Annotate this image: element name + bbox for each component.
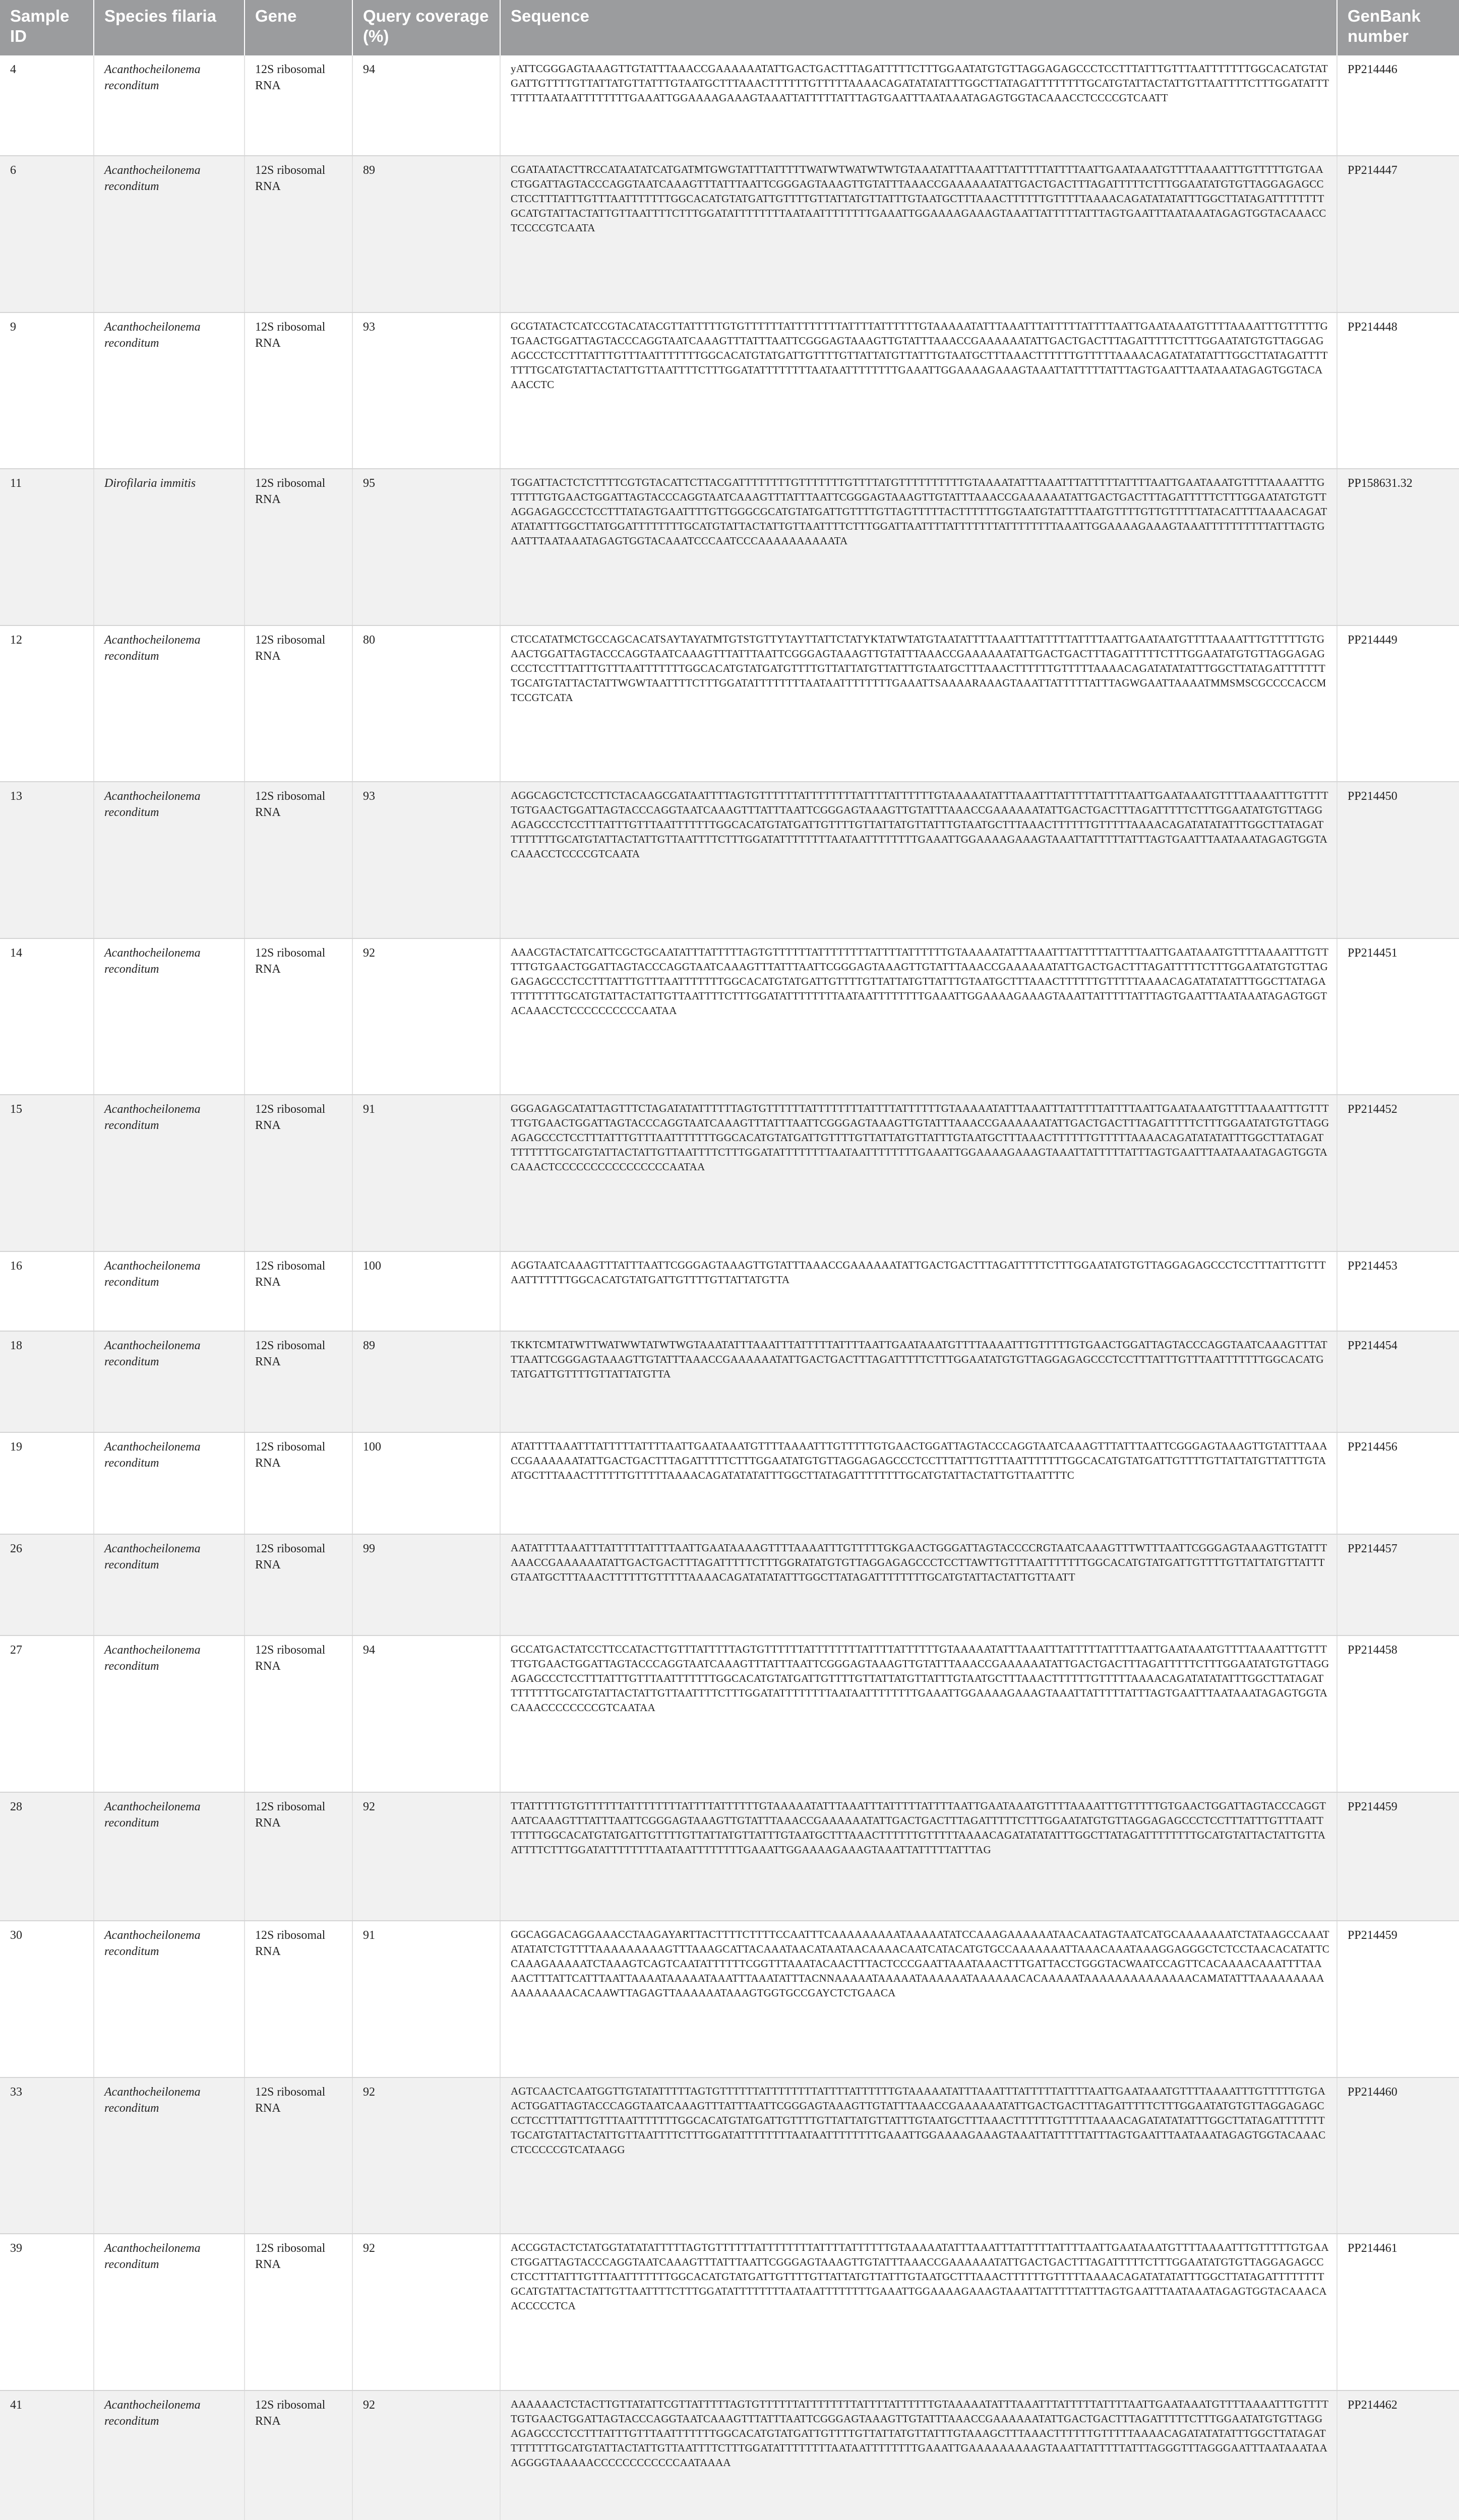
genbank-cell: PP214453 xyxy=(1337,1251,1459,1331)
sample-id-cell: 4 xyxy=(0,55,94,156)
coverage-cell: 92 xyxy=(352,1792,500,1921)
coverage-cell: 89 xyxy=(352,156,500,312)
table-row xyxy=(0,469,1459,625)
gene-cell: 12S ribosomal RNA xyxy=(245,1331,352,1432)
table-row xyxy=(0,938,1459,1095)
sample-id-cell: 18 xyxy=(0,1331,94,1432)
coverage-cell: 99 xyxy=(352,1534,500,1635)
gene-cell: 12S ribosomal RNA xyxy=(245,1432,352,1534)
sample-id-cell: 27 xyxy=(0,1635,94,1792)
table-row xyxy=(0,1432,1459,1534)
coverage-cell: 93 xyxy=(352,782,500,938)
species-cell: Acanthocheilonema reconditum xyxy=(94,2390,245,2520)
species-cell: Acanthocheilonema reconditum xyxy=(94,2077,245,2234)
species-cell: Acanthocheilonema reconditum xyxy=(94,2234,245,2390)
sequence-cell: AGTCAACTCAATGGTTGTATATTTTTAGTGTTTTTTATTTTTTTTATTTTATTTTTTGTAAAAATATTTAAATTTATTTTTATTTTAATTGAATAAATGTTTTAAAATTTGTTTTTGTGAACTGGATTAGTACCCAGGTAATCAAAGTTTATTTAATTCGGGAGTAAAGTTGTATTTAAACCGAAAAAATATTGACTGACTTTAGATTTTTCTTTGGAATATGTGTTAGGAGAGCCCTCCTTTATTTGTTTAATTTTTTTGGCACATGTATGATTGTTTTGTTATTATGTTATTTGTAATGCTTTAAACTTTTTTGTTTTTAAAACAGATATATATTTGGCTTATAGATTTTTTTTGCATGTATTACTATTGTTAATTTTCTTTGGATATTTTTTTTAATAATTTTTTTTGAAATTGGAAAAGAAAGTAAATTATTTTTATTTAGTGAATTTAATAAATAGAGTGGTACAAACCTCCCCCGTCATAAGG xyxy=(500,2077,1337,2234)
coverage-cell: 100 xyxy=(352,1432,500,1534)
species-cell: Acanthocheilonema reconditum xyxy=(94,938,245,1095)
table-row xyxy=(0,782,1459,938)
gene-cell: 12S ribosomal RNA xyxy=(245,312,352,469)
gene-cell: 12S ribosomal RNA xyxy=(245,2234,352,2390)
gene-cell: 12S ribosomal RNA xyxy=(245,1534,352,1635)
sample-id-cell: 6 xyxy=(0,156,94,312)
coverage-cell: 93 xyxy=(352,312,500,469)
table-row xyxy=(0,312,1459,469)
table-row xyxy=(0,625,1459,782)
coverage-cell: 91 xyxy=(352,1095,500,1251)
sample-id-cell: 41 xyxy=(0,2390,94,2520)
sequence-cell: AATATTTTAAATTTATTTTTATTTTAATTGAATAAAAGTTTTAAAATTTGTTTTTGKGAACTGGGATTAGTACCCCRGTAATCAAAGTTTWTTTAATTCGGGAGTAAAGTTGTATTTAAACCGAAAAAATATTGACTGACTTTAGATTTTTCTTTGGRATATGTGTTAGGAGAGCCCTCCTTAWTTGTTTAATTTTTTTGGCACATGTATGATTGTTTTGTTATTATGTTATTTGTAATGCTTTAAACTTTTTTGTTTTTAAAACAGATATATATTTGGCTTATAGATTTTTTTTGCATGTATTACTATTGTTAATT xyxy=(500,1534,1337,1635)
header-sample-id: Sample ID xyxy=(0,0,94,55)
species-cell: Acanthocheilonema reconditum xyxy=(94,1635,245,1792)
sequence-cell: AGGTAATCAAAGTTTATTTAATTCGGGAGTAAAGTTGTATTTAAACCGAAAAAATATTGACTGACTTTAGATTTTTCTTTGGAATATGTGTTAGGAGAGCCCTCCTTTATTTGTTTAATTTTTTTGGCACATGTATGATTGTTTTGTTATTATGTTA xyxy=(500,1251,1337,1331)
genbank-cell: PP214447 xyxy=(1337,156,1459,312)
sample-id-cell: 16 xyxy=(0,1251,94,1331)
species-cell: Acanthocheilonema reconditum xyxy=(94,1095,245,1251)
header-sequence: Sequence xyxy=(500,0,1337,55)
coverage-cell: 95 xyxy=(352,469,500,625)
gene-cell: 12S ribosomal RNA xyxy=(245,1921,352,2077)
gene-cell: 12S ribosomal RNA xyxy=(245,2390,352,2520)
table-row xyxy=(0,1331,1459,1432)
sample-id-cell: 28 xyxy=(0,1792,94,1921)
coverage-cell: 91 xyxy=(352,1921,500,2077)
coverage-cell: 80 xyxy=(352,625,500,782)
sequence-cell: CTCCATATMCTGCCAGCACATSAYTAYATMTGTSTGTTYTAYTTATTCTATYKTATWTATGTAATATTTTAAATTTATTTTTATTTTAATTGAATAATGTTTTAAAATTTGTTTTTGTGAACTGGATTAGTACCCAGGTAATCAAAGTTTATTTAATTCGGGAGTAAAGTTGTATTTAAACCGAAAAAATATTGACTGACTTTAGATTTTTCTTTGGAATATGTGTTAGGAGAGCCCTCCTTTATTTGTTTAATTTTTTTGGCACATGTATGATGTTTTGTTATTATGTTATTTGTAATGCTTTAAACTTTTTTGTTTTTAAAACAGATATATATTTGGCTTATAGATTTTTTTTGCATGTATTACTATTWGWTAATTTTCTTTGGATATTTTTTTTAATAATTTTTTTTGAAATTSAAAARAAAGTAAATTATTTTTATTTAGWGAATTAAAATMMSMSCGCCCCACCMTCCGTCATA xyxy=(500,625,1337,782)
species-cell: Dirofilaria immitis xyxy=(94,469,245,625)
gene-cell: 12S ribosomal RNA xyxy=(245,782,352,938)
sequence-cell: GGGAGAGCATATTAGTTTCTAGATATATTTTTTAGTGTTTTTTATTTTTTTTATTTTATTTTTTGTAAAAATATTTAAATTTATTTTTATTTTAATTGAATAAATGTTTTAAAATTTGTTTTTGTGAACTGGATTAGTACCCAGGTAATCAAAGTTTATTTAATTCGGGAGTAAAGTTGTATTTAAACCGAAAAAATATTGACTGACTTTAGATTTTTCTTTGGAATATGTGTTAGGAGAGCCCTCCTTTATTTGTTTAATTTTTTTGGCACATGTATGATTGTTTTGTTATTATGTTATTTGTAATGCTTTAAACTTTTTTGTTTTTAAAACAGATATATATTTGGCTTATAGATTTTTTTTGCATGTATTACTATTGTTAATTTTCTTTGGATATTTTTTTTAATAATTTTTTTTGAAATTGGAAAAGAAAGTAAATTATTTTTATTTAGTGAATTTAATAAATAGAGTGGTACAAACTCCCCCCCCCCCCCCCCAATAA xyxy=(500,1095,1337,1251)
genbank-cell: PP214450 xyxy=(1337,782,1459,938)
table-row xyxy=(0,2234,1459,2390)
genbank-cell: PP214451 xyxy=(1337,938,1459,1095)
coverage-cell: 100 xyxy=(352,1251,500,1331)
coverage-cell: 94 xyxy=(352,55,500,156)
genbank-cell: PP214459 xyxy=(1337,1921,1459,2077)
sequence-cell: ACCGGTACTCTATGGTATATATTTTTAGTGTTTTTTATTTTTTTTATTTTATTTTTTGTAAAAATATTTAAATTTATTTTTATTTTAATTGAATAAATGTTTTAAAATTTGTTTTTGTGAACTGGATTAGTACCCAGGTAATCAAAGTTTATTTAATTCGGGAGTAAAGTTGTATTTAAACCGAAAAAATATTGACTGACTTTAGATTTTTCTTTGGAATATGTGTTAGGAGAGCCCTCCTTTATTTGTTTAATTTTTTTGGCACATGTATGATTGTTTTGTTATTATGTTATTTGTAATGCTTTAAACTTTTTTGTTTTTAAAACAGATATATATTTGGCTTATAGATTTTTTTTGCATGTATTACTATTGTTAATTTTCTTTGGATATTTTTTTTAATAATTTTTTTTGAAATTGGAAAAGAAAGTAAATTATTTTTATTTAGTGAATTTAATAAATAGAGTGGTACAAACAACCCCCTCA xyxy=(500,2234,1337,2390)
sequence-cell: AAAAAACTCTACTTGTTATATTCGTTATTTTTAGTGTTTTTTATTTTTTTTATTTTATTTTTTGTAAAAATATTTAAATTTATTTTTATTTTAATTGAATAAATGTTTTAAAATTTGTTTTTGTGAACTGGATTAGTACCCAGGTAATCAAAGTTTATTTAATTCGGGAGTAAAGTTGTATTTAAACCGAAAAAATATTGACTGACTTTAGATTTTTCTTTGGAATATGTGTTAGGAGAGCCCTCCTTTATTTGTTTAATTTTTTTGGCACATGTATGATTGTTTTGTTATTATGTTATTTGTAAAGCTTTAAACTTTTTTGTTTTTAAAACAGATATATATTTGGCTTATAGATTTTTTTTGCATGTATTACTATTGTTAATTTTCTTTGGATATTTTTTTTAATAATTTTTTTTGAAATTGAAAAAAAAAGTAAATTATTTTTATTTAGGGTTTAGGGAATTTAATAAATAAAGGGGTAAAAACCCCCCCCCCCCAATAAAA xyxy=(500,2390,1337,2520)
table-row xyxy=(0,1095,1459,1251)
sample-id-cell: 12 xyxy=(0,625,94,782)
species-cell: Acanthocheilonema reconditum xyxy=(94,1921,245,2077)
table-row xyxy=(0,1921,1459,2077)
table-row xyxy=(0,2390,1459,2520)
sample-id-cell: 39 xyxy=(0,2234,94,2390)
sequence-cell: TTATTTTTGTGTTTTTTATTTTTTTTATTTTATTTTTTGTAAAAATATTTAAATTTATTTTTATTTTAATTGAATAAATGTTTTAAAATTTGTTTTTGTGAACTGGATTAGTACCCAGGTAATCAAAGTTTATTTAATTCGGGAGTAAAGTTGTATTTAAACCGAAAAAATATTGACTGACTTTAGATTTTTCTTTGGAATATGTGTTAGGAGAGCCCTCCTTTATTTGTTTAATTTTTTTGGCACATGTATGATTGTTTTGTTATTATGTTATTTGTAATGCTTTAAACTTTTTTGTTTTTAAAACAGATATATATTTGGCTTATAGATTTTTTTTGCATGTATTACTATTGTTAATTTTCTTTGGATATTTTTTTTAATAATTTTTTTTGAAATTGGAAAAGAAAGTAAATTATTTTTATTTAG xyxy=(500,1792,1337,1921)
genbank-cell: PP214462 xyxy=(1337,2390,1459,2520)
table-row xyxy=(0,1792,1459,1921)
species-cell: Acanthocheilonema reconditum xyxy=(94,1432,245,1534)
header-row xyxy=(0,0,1459,55)
genbank-cell: PP214459 xyxy=(1337,1792,1459,1921)
coverage-cell: 92 xyxy=(352,2234,500,2390)
sample-id-cell: 26 xyxy=(0,1534,94,1635)
species-cell: Acanthocheilonema reconditum xyxy=(94,156,245,312)
sequence-cell: CGATAATACTTRCCATAATATCATGATMTGWGTATTTATTTTTWATWTWATWTWTGTAAATATTTAAATTTATTTTTATTTTAATTGAATAAATGTTTTAAAATTTGTTTTTGTGAACTGGATTAGTACCCAGGTAATCAAAGTTTATTTAATTCGGGAGTAAAGTTGTATTTAAACCGAAAAAATATTGACTGACTTTAGATTTTTCTTTGGAATATGTGTTAGGAGAGCCCTCCTTTATTTGTTTAATTTTTTTGGCACATGTATGATTGTTTTGTTATTATGTTATTTGTAATGCTTTAAACTTTTTTGTTTTTAAAACAGATATATATTTGGCTTATAGATTTTTTTTGCATGTATTACTATTGTTAATTTTCTTTGGATATTTTTTTTAATAATTTTTTTTGAAATTGGAAAAGAAAGTAAATTATTTTTATTTAGTGAATTTAATAAATAGAGTGGTACAAACCTCCCCGTCAATA xyxy=(500,156,1337,312)
species-cell: Acanthocheilonema reconditum xyxy=(94,1251,245,1331)
sequence-cell: GCCATGACTATCCTTCCATACTTGTTTATTTTTAGTGTTTTTTATTTTTTTTATTTTATTTTTTGTAAAAATATTTAAATTTATTTTTATTTTAATTGAATAAATGTTTTAAAATTTGTTTTTGTGAACTGGATTAGTACCCAGGTAATCAAAGTTTATTTAATTCGGGAGTAAAGTTGTATTTAAACCGAAAAAATATTGACTGACTTTAGATTTTTCTTTGGAATATGTGTTAGGAGAGCCCTCCTTTATTTGTTTAATTTTTTTGGCACATGTATGATTGTTTTGTTATTATGTTATTTGTAATGCTTTAAACTTTTTTGTTTTTAAAACAGATATATATTTGGCTTATAGATTTTTTTTGCATGTATTACTATTGTTAATTTTCTTTGGATATTTTTTTTAATAATTTTTTTTGAAATTGGAAAAGAAAGTAAATTATTTTTATTTAGTGAATTTAATAAATAGAGTGGTACAAACCCCCCCCGTCAATAA xyxy=(500,1635,1337,1792)
gene-cell: 12S ribosomal RNA xyxy=(245,1792,352,1921)
sample-id-cell: 30 xyxy=(0,1921,94,2077)
gene-cell: 12S ribosomal RNA xyxy=(245,938,352,1095)
header-coverage: Query coverage (%) xyxy=(352,0,500,55)
table-row xyxy=(0,2077,1459,2234)
sequence-cell: AGGCAGCTCTCCTTCTACAAGCGATAATTTTAGTGTTTTTTATTTTTTTTATTTTATTTTTTGTAAAAATATTTAAATTTATTTTTATTTTAATTGAATAAATGTTTTAAAATTTGTTTTTGTGAACTGGATTAGTACCCAGGTAATCAAAGTTTATTTAATTCGGGAGTAAAGTTGTATTTAAACCGAAAAAATATTGACTGACTTTAGATTTTTCTTTGGAATATGTGTTAGGAGAGCCCTCCTTTATTTGTTTAATTTTTTTGGCACATGTATGATTGTTTTGTTATTATGTTATTTGTAATGCTTTAAACTTTTTTGTTTTTAAAACAGATATATATTTGGCTTATAGATTTTTTTTGCATGTATTACTATTGTTAATTTTCTTTGGATATTTTTTTTAATAATTTTTTTTGAAATTGGAAAAGAAAGTAAATTATTTTTATTTAGTGAATTTAATAAATAGAGTGGTACAAACCTCCCCGTCAATA xyxy=(500,782,1337,938)
sample-id-cell: 11 xyxy=(0,469,94,625)
sequence-cell: yATTCGGGAGTAAAGTTGTATTTAAACCGAAAAAATATTGACTGACTTTAGATTTTTCTTTGGAATATGTGTTAGGAGAGCCCTCCTTTATTTGTTTAATTTTTTTGGCACATGTATGATTGTTTTGTTATTATGTTATTTGTAATGCTTTAAACTTTTTTGTTTTTAAAACAGATATATATTTGGCTTATAGATTTTTTTTGCATGTATTACTATTGTTAATTTTCTTTGGATATTTTTTTTAATAATTTTTTTTGAAATTGGAAAAGAAAGTAAATTATTTTTATTTAGTGAATTTAATAAATAGAGTGGTACAAACCTCCCCGTCAATT xyxy=(500,55,1337,156)
genbank-cell: PP214449 xyxy=(1337,625,1459,782)
table-row xyxy=(0,1251,1459,1331)
species-cell: Acanthocheilonema reconditum xyxy=(94,1792,245,1921)
genbank-cell: PP214446 xyxy=(1337,55,1459,156)
genbank-cell: PP214452 xyxy=(1337,1095,1459,1251)
species-cell: Acanthocheilonema reconditum xyxy=(94,625,245,782)
species-cell: Acanthocheilonema reconditum xyxy=(94,782,245,938)
sample-id-cell: 19 xyxy=(0,1432,94,1534)
coverage-cell: 92 xyxy=(352,938,500,1095)
sequence-cell: TGGATTACTCTCTTTTCGTGTACATTCTTACGATTTTTTTTGTTTTTTTGTTTTATGTTTTTTTTTTGTAAAATATTTAAATTTATTTTTATTTTAATTGAATAAATGTTTTAAAATTTGTTTTTGTGAACTGGATTAGTACCCAGGTAATCAAAGTTTATTTAATTCGGGAGTAAAGTTGTATTTAAACCGAAAAAATATTGACTGACTTTAGATTTTTCTTTGGAATATGTGTTAGGAGAGCCCTCCTTTATAGTGAATTTTGTTGGGCGCATGTATGATTGTTTTGTTAGTTTTTACTTTTTTGGTAATGTATTTTAATGTTTTGTTGTTTTTATACATTTTAAAACAGATATATATTTGGCTTATGGATTTTTTTTGCATGTATTACTATTGTTAATTTTCTTTGGATTAATTTTATTTTTTTATTTTTTTTAAATTGGAAAAGAAAGTAAATTTTTTTTTTATTTAGTGAATTTAATAAATAGAGTGGTACAAATCCCAATCCCAAAAAAAAAATA xyxy=(500,469,1337,625)
gene-cell: 12S ribosomal RNA xyxy=(245,2077,352,2234)
genbank-cell: PP214458 xyxy=(1337,1635,1459,1792)
species-cell: Acanthocheilonema reconditum xyxy=(94,312,245,469)
gene-cell: 12S ribosomal RNA xyxy=(245,156,352,312)
sample-id-cell: 13 xyxy=(0,782,94,938)
gene-cell: 12S ribosomal RNA xyxy=(245,1251,352,1331)
sample-id-cell: 15 xyxy=(0,1095,94,1251)
species-cell: Acanthocheilonema reconditum xyxy=(94,1534,245,1635)
gene-cell: 12S ribosomal RNA xyxy=(245,1095,352,1251)
genbank-cell: PP214454 xyxy=(1337,1331,1459,1432)
table-row xyxy=(0,156,1459,312)
gene-cell: 12S ribosomal RNA xyxy=(245,1635,352,1792)
sequence-cell: GCGTATACTCATCCGTACATACGTTATTTTTGTGTTTTTTATTTTTTTTATTTTATTTTTTGTAAAAATATTTAAATTTATTTTTATTTTAATTGAATAAATGTTTTAAAATTTGTTTTTGTGAACTGGATTAGTACCCAGGTAATCAAAGTTTATTTAATTCGGGAGTAAAGTTGTATTTAAACCGAAAAAATATTGACTGACTTTAGATTTTTCTTTGGAATATGTGTTAGGAGAGCCCTCCTTTATTTGTTTAATTTTTTTGGCACATGTATGATTGTTTTGTTATTATGTTATTTGTAATGCTTTAAACTTTTTTGTTTTTAAAACAGATATATATTTGGCTTATAGATTTTTTTTGCATGTATTACTATTGTTAATTTTCTTTGGATATTTTTTTTAATAATTTTTTTTGAAATTGGAAAAGAAAGTAAATTATTTTTATTTAGTGAATTTAATAAATAGAGTGGTACAAACCTC xyxy=(500,312,1337,469)
coverage-cell: 92 xyxy=(352,2390,500,2520)
gene-cell: 12S ribosomal RNA xyxy=(245,55,352,156)
genbank-cell: PP214457 xyxy=(1337,1534,1459,1635)
sequence-cell: ATATTTTAAATTTATTTTTATTTTAATTGAATAAATGTTTTAAAATTTGTTTTTGTGAACTGGATTAGTACCCAGGTAATCAAAGTTTATTTAATTCGGGAGTAAAGTTGTATTTAAACCGAAAAAATATTGACTGACTTTAGATTTTTCTTTGGAATATGTGTTAGGAGAGCCCTCCTTTATTTGTTTAATTTTTTTGGCACATGTATGATTGTTTTGTTATTATGTTATTTGTAATGCTTTAAACTTTTTTGTTTTTAAAACAGATATATATTTGGCTTATAGATTTTTTTTGCATGTATTACTATTGTTAATTTTC xyxy=(500,1432,1337,1534)
table-header xyxy=(0,0,1459,55)
sequence-cell: TKKTCMTATWTTWATWWTATWTWGTAAATATTTAAATTTATTTTTATTTTAATTGAATAAATGTTTTAAAATTTGTTTTTGTGAACTGGATTAGTACCCAGGTAATCAAAGTTTATTTAATTCGGGAGTAAAGTTGTATTTAAACCGAAAAAATATTGACTGACTTTAGATTTTTCTTTGGAATATGTGTTAGGAGAGCCCTCCTTTATTTGTTTAATTTTTTTGGCACATGTATGATTGTTTTGTTATTATGTTA xyxy=(500,1331,1337,1432)
header-species: Species filaria xyxy=(94,0,245,55)
sequence-cell: AAACGTACTATCATTCGCTGCAATATTTATTTTTAGTGTTTTTTATTTTTTTTATTTTATTTTTTGTAAAAATATTTAAATTTATTTTTATTTTAATTGAATAAATGTTTTAAAATTTGTTTTTGTGAACTGGATTAGTACCCAGGTAATCAAAGTTTATTTAATTCGGGAGTAAAGTTGTATTTAAACCGAAAAAATATTGACTGACTTTAGATTTTTCTTTGGAATATGTGTTAGGAGAGCCCTCCTTTATTTGTTTAATTTTTTTGGCACATGTATGATTGTTTTGTTATTATGTTATTTGTAATGCTTTAAACTTTTTTGTTTTTAAAACAGATATATATTTGGCTTATAGATTTTTTTTGCATGTATTACTATTGTTAATTTTCTTTGGATATTTTTTTTAATAATTTTTTTTGAAATTGGAAAAGAAAGTAAATTATTTTTATTTAGTGAATTTAATAAATAGAGTGGTACAAACCTCCCCCCCCCCAATAA xyxy=(500,938,1337,1095)
genbank-cell: PP214448 xyxy=(1337,312,1459,469)
gene-cell: 12S ribosomal RNA xyxy=(245,469,352,625)
coverage-cell: 89 xyxy=(352,1331,500,1432)
table-row xyxy=(0,1534,1459,1635)
sample-id-cell: 14 xyxy=(0,938,94,1095)
table-body xyxy=(0,55,1459,2520)
sample-id-cell: 33 xyxy=(0,2077,94,2234)
species-cell: Acanthocheilonema reconditum xyxy=(94,1331,245,1432)
species-cell: Acanthocheilonema reconditum xyxy=(94,55,245,156)
header-gene: Gene xyxy=(245,0,352,55)
table-row xyxy=(0,1635,1459,1792)
coverage-cell: 92 xyxy=(352,2077,500,2234)
sample-id-cell: 9 xyxy=(0,312,94,469)
coverage-cell: 94 xyxy=(352,1635,500,1792)
gene-cell: 12S ribosomal RNA xyxy=(245,625,352,782)
genbank-cell: PP214460 xyxy=(1337,2077,1459,2234)
sequence-cell: GGCAGGACAGGAAACCTAAGAYARTTACTTTTCTTTTCCAATTTCAAAAAAAAATAAAAATATCCAAAGAAAAAATAACAATAGTAATCATGCAAAAAAATCTATAAGCCAAATATATATCTGTTTTAAAAAAAAAGTTTAAAGCATTACAAATAACATAATAACAAAACAATCATACATGTGCCAAAAAAATTAAACAAATAAAGGAGGGCTCTCCTAACACATATTCCAAAGAAAAATCTAAAGTCAGTCAATATTTTTTCGGTTTAAATACAACTTTACTCCCGAATTAAATAAACTTTGATTACCTGGGTACWAATCCAGTTCACAAAACAAATTTTAAAACTTTATTCATTTAATTAAAATAAAAATAAATTTAAATATTTACNNAAAAATAAAAATAAAAAATAAAAAACACAAAAATAAAAAAAAAAAAAACAMATATTTAAAAAAAAAAAAAAAAACACAAWTTAGAGTTAAAAAATAAAGTGGTGCCGAYCTCTGAACA xyxy=(500,1921,1337,2077)
table-row xyxy=(0,55,1459,156)
header-genbank: GenBank number xyxy=(1348,7,1421,45)
genbank-cell: PP158631.32 xyxy=(1337,469,1459,625)
genbank-cell: PP214461 xyxy=(1337,2234,1459,2390)
genbank-cell: PP214456 xyxy=(1337,1432,1459,1534)
